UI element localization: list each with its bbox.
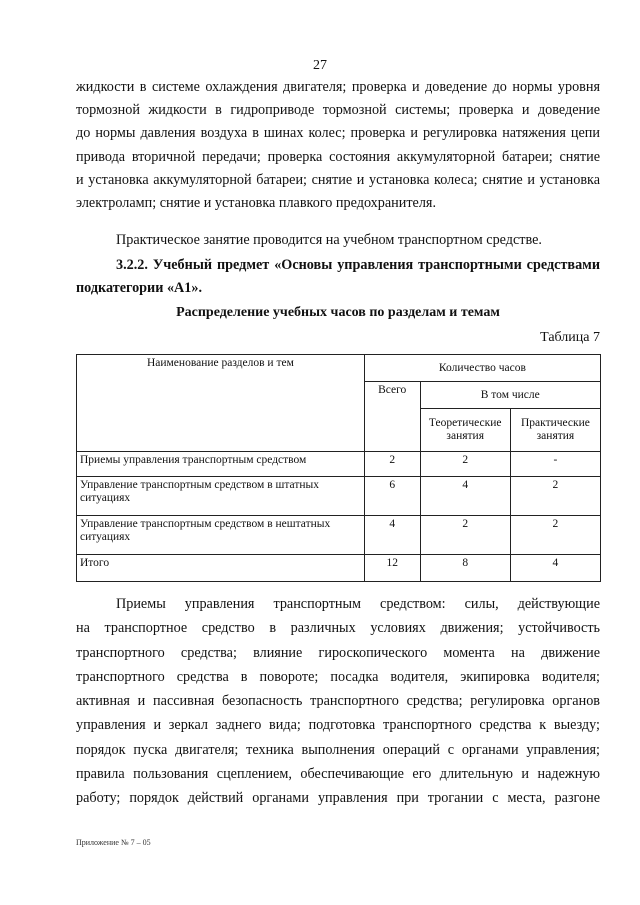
text-line: и установка аккумуляторной батареи; снятие и установка колеса; снятие и установка [76,171,600,188]
row-name: Управление транспортным средством в штатных ситуациях [77,477,365,516]
header-hours: Количество часов [364,355,600,382]
text-line: электроламп; снятие и установка плавкого предохранителя. [76,195,436,212]
header-theory: Теоретические занятия [420,409,510,452]
text-line: правила пользования сцеплением, обеспечивающие его длительную и надежную [76,766,600,783]
text-line: привода вторичной передачи; проверка состояния аккумуляторной батареи; снятие [76,148,600,165]
row-name: Итого [77,555,365,582]
text-line: жидкости в системе охлаждения двигателя; проверка и доведение до нормы уровня [76,79,600,95]
row-practice: 2 [510,516,600,555]
text-line: на транспортное средство в различных условиях движения; устойчивость [76,620,600,637]
text-line: порядок пуска двигателя; техника выполнения операций с органами управления; [76,741,600,758]
row-name: Приемы управления транспортным средством [77,452,365,477]
row-theory: 2 [420,516,510,555]
table-row [77,477,601,516]
hours-table [76,354,601,582]
page-number: 27 [313,58,327,73]
text-line: управления и зеркал заднего вида; подготовка транспортного средства к выезду; [76,717,600,734]
text-line: Приемы управления транспортным средством: силы, действующие [116,596,600,612]
text-line: до нормы давления воздуха в шинах колес; проверка и регулировка натяжения цепи [76,125,600,142]
table-row [77,452,601,477]
text-line: транспортного средства; влияние гироскопического момента на движение [76,644,600,661]
header-practice: Практические занятия [510,409,600,452]
text-line: активная и пассивная безопасность транспортного средства; регулировка органов [76,693,600,710]
row-total: 4 [364,516,420,555]
row-theory: 2 [420,452,510,477]
paragraph-control-techniques [76,592,600,811]
row-theory: 8 [420,555,510,582]
row-total: 6 [364,477,420,516]
section-heading [76,254,600,300]
text-line: тормозной жидкости в гидроприводе тормозной системы; проверка и доведение [76,102,600,119]
header-name: Наименование разделов и тем [77,355,365,452]
header-total: Всего [364,382,420,452]
row-practice: 2 [510,477,600,516]
heading-line: подкатегории «А1». [76,280,203,297]
row-practice: 4 [510,555,600,582]
row-theory: 4 [420,477,510,516]
paragraph-maintenance [76,76,600,215]
table-label: Таблица 7 [540,330,600,345]
text-line: транспортного средства в повороте; посадка водителя, экипировка водителя; [76,668,600,685]
text-line: работу; порядок действий органами управления при трогании с места, разгоне [76,790,600,807]
table-row-total [77,555,601,582]
heading-line: 3.2.2. Учебный предмет «Основы управления транспортными средствами [116,257,600,273]
table-heading: Распределение учебных часов по разделам и темам [176,305,500,320]
table-row [77,516,601,555]
paragraph-practical-lesson: Практическое занятие проводится на учебном транспортном средстве. [116,232,542,248]
row-total: 2 [364,452,420,477]
row-total: 12 [364,555,420,582]
row-practice: - [510,452,600,477]
header-including: В том числе [420,382,600,409]
row-name: Управление транспортным средством в нештатных ситуациях [77,516,365,555]
footer-note: Приложение № 7 – 05 [76,838,151,847]
